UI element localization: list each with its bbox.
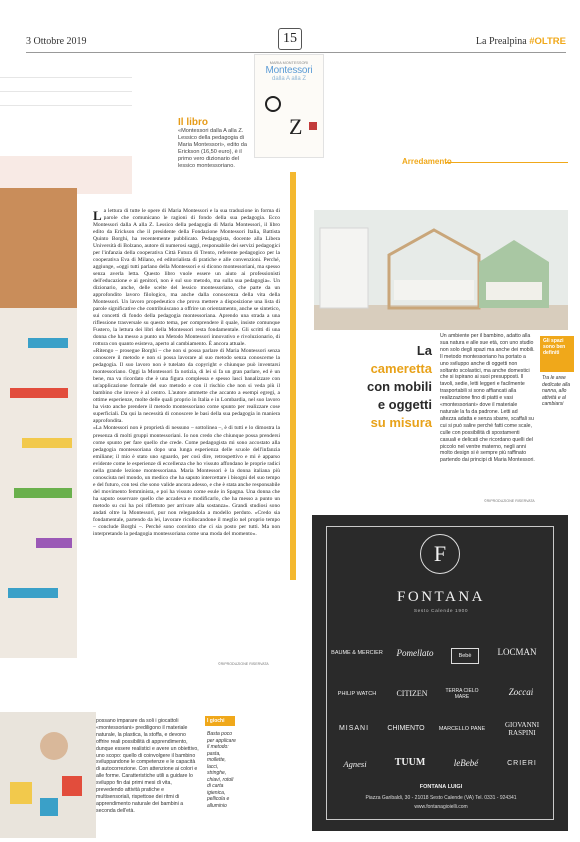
ad-brand-item: Zoccai <box>508 687 534 697</box>
cameretta-credit: ©RIPRODUZIONE RISERVATA <box>484 499 535 503</box>
section-rule <box>446 162 568 163</box>
article-dropcap: L <box>93 208 102 223</box>
ad-brand-item: GIOVANNI RASPINI <box>504 721 540 737</box>
ad-subtitle: Sesto Calende 1900 <box>413 609 469 614</box>
ad-brand-item: CHIMENTO <box>387 725 425 732</box>
ad-brand-item: MARCELLO PANE <box>438 726 486 732</box>
child-playing-photo <box>0 712 96 838</box>
ad-brand-item: MISANI <box>338 725 370 732</box>
headline-line: e oggetti <box>377 397 432 412</box>
book-author: MARIA MONTESSORI <box>269 61 309 65</box>
fontana-logo-icon: F <box>420 534 460 574</box>
article-paragraph: a lettura di tutte le opere di Maria Montessori e la sua traduzione in forma di parole che comunicano le ragioni di fondo della sua pedagogia. Ecco Montessori dalla A alla Z. Lessico della pedagogia di Maria Montessori, il libro edito da Erickson che il presidente della Fondazione Montessori Italia, Battista Quinto Borghi, ha recentemente pubblicato. Pedagogista, docente alla Libera Università di Bolzano, autore di numerosi saggi, responsabile dei servizi pedagogici per l'infanzia della cooperativa Città Futura di Trento, referente pedagogico per la cooperativa Eva di Milano, ed editorialista di pratiche e alle convenzioni. Perché, aggiunge, «oggi tutti parlano della Montessori e si dicono montessoriani, ma spesso senza averla letta. Questo libro vuole essere un aiuto ai professionisti dell'educazione e ai genitori, non è sul suo metodo, ma sulla sua pedagogia». Un dizionario, anche, delle scelte del lessico montessoriano, che parte da un approfondito lavoro filologico, ma anche dalla conoscenza della vita della Montessori. Un lavoro propedeutico che prova mettere a disposizione una lista di parole significative che contribuiscano a offrire un orientamento, anche se sintetico, sui concetti di fondo della pedagogia montessoriana. Aprendo una strada a una riflessione trasversale su questo tema, per comprendere il quale, insiste comunque Fustero, la lettura dei libri della Montessori resta fondamentale. Gli scritti di una donna che ha messo a punto un Metodo Montessori innovativo e rivoluzionario, di rottura con quanto esisteva, aperto al cambiamento. È ancora attuale. <box>93 208 280 348</box>
ad-brand-item: Bebè <box>451 648 479 664</box>
page-number: 15 <box>278 28 302 50</box>
main-article <box>93 208 280 538</box>
libro-heading: Il libro <box>178 117 208 128</box>
libro-caption: «Montessori dalla A alla Z. Lessico della pedagogia di Maria Montessori», edito da Erickson (16,50 euro), è il primo vero dizionario del lessico montessoriano. <box>178 128 248 169</box>
ad-brand: FONTANA <box>397 589 485 605</box>
section-label: Arredamento <box>402 157 452 166</box>
svg-text:Z: Z <box>289 114 303 139</box>
book-cover <box>254 54 324 158</box>
ad-brand-item: CRIERI <box>507 760 537 767</box>
supplement-name: #OLTRE <box>529 36 566 47</box>
book-letters-illustration <box>255 82 325 142</box>
cameretta-side-box: Gli spazi sono ben definiti <box>540 336 574 372</box>
ad-brand-item: Agnesi <box>343 759 367 769</box>
headline-line: su misura <box>370 415 432 430</box>
book-title: Montessori <box>265 65 313 76</box>
montessori-toys-photo <box>0 188 77 658</box>
headline-line: con mobili <box>367 379 432 394</box>
cameretta-headline <box>314 342 432 432</box>
cameretta-text: Un ambiente per il bambino, adatto alla sua natura e alle sue età, con uno studio non solo degli spazi ma anche dei mobili. Il metodo montessoriano ha portato a uno sviluppo anche di oggetti non soltanto scolastici, ma anche domestici che si ispirano ai suoi presupposti. Il tavoli, sedie, letti leggeri e facilmente trasportabili si sono affiancati alla realizzazione fino di piatti e vasi «montessoriani» dove il materiale naturale la fa da padrone. Letti ad altezza adatta e senza sbarre, scaffali su cui si può salire perché fatti come scale, culle con possibilità di spostamenti casuali e delicati che ricordano quelli del piccolo nel ventre materno, negli anni molto design si è sempre più raffinato partendo dai principi di Maria Montessori. <box>440 333 535 464</box>
ad-brand-item: leBebé <box>453 758 479 768</box>
header-rule <box>26 52 566 53</box>
book-subtitle: dalla A alla Z <box>271 76 307 82</box>
ad-store-name: FONTANA LUIGI <box>419 784 463 790</box>
top-left-panel <box>0 64 132 194</box>
giochi-side-text: Basta poco per applicare il metodo: pasta, mollette, lacci, stringhe, chiavi, rotoli di carta igienica, pellicola e alluminio <box>207 731 236 809</box>
ad-brand-item: TERRA CIELO MARE <box>445 688 479 700</box>
ad-store-website[interactable]: www.fontanagioielli.com <box>414 804 468 810</box>
headline-line: La <box>416 343 432 358</box>
fontana-advertisement[interactable] <box>312 515 568 831</box>
giochi-box: I giochi <box>205 716 235 726</box>
page-header <box>0 0 580 62</box>
page-date: 3 Ottobre 2019 <box>26 36 87 47</box>
article-paragraph: «Ritengo – prosegue Borghi – che non si possa parlare di Maria Montessori senza conoscere il metodo e non si possa lavorare al suo metodo senza conoscerne la pedagogia. Il suo lavoro non è tutelato da copyright e chiunque può inventarsi montessoriano. Oggi la Montessori fa notizia, di lei si fa un gran parlare, ed è un bene, ma va ricordato che è una figura complessa e spesso lasci banalizzare con un'applicazione formale del suo metodo e con il rischio che non si veda più il bambino che invece è al centro. L'autore ammette che accanto a esempi egregi, a ottime esperienze, molte delle quali proprio in Italia e in Lombardia, nel suo lavoro ha visto anche prendere il metodo montessoriano come spunto per realizzare cose superficiali. Da qui la necessità di conoscere le basi della sua pedagogia in maniera approfondita. <box>93 348 280 425</box>
masthead <box>476 36 566 47</box>
ad-brand-item: CITIZEN <box>396 689 428 698</box>
cameretta-side-text: Tra le aree dedicate alla nanna, allo attività e al cambiarsi <box>542 375 571 407</box>
ad-brand-item: TUUM <box>394 757 426 768</box>
giochi-text: possano imparare da soli i giocattoli «montessoriani» prediligono il materiale naturale, la plastica, la stoffa, e devono offrire reali possibilità di apprendimento, dunque essere realistici e avere un obiettivo, uno scopo: quello di coinvolgere il bambino sviluppandone le competenze e le capacità di autocorrezione. Con attenzione ai colori e alle forme. Caratteristiche utili a guidare lo sviluppo fin dai primi mesi di vita, prevedendo attività pratiche e multisensoriali, rispettose dei ritmi di apprendimento naturale dei bambini a seconda dell'età. <box>96 718 199 814</box>
bedroom-photo <box>314 210 568 330</box>
article-paragraph: «La Montessori non è proprietà di nessuno – sottolinea –, è di tutti e lo dimostra la presenza di molti gruppi montessoriani. Io non credo che chiunque possa prendersi come spunto per fare quello che crede. Come pedagogista mi sono accostato alla pedagogia montessoriana dopo una lunga esperienza delle scuole dell'infanzia emiliane; il mio è stato uno sguardo, per così dire, retrospettivo e mi è apparso evidente come le esperienze di eccellenza che ho vissuto affondano le proprie radici nella grande lezione montessoriana. Maria Montessori è la donna italiana più conosciuta nel mondo, un medico che ha saputo intercettare i bisogni del suo tempo e del futuro, con tesi che sono valide ancora adesso, e che è stata anche responsabile del movimento femminista, e poi ha vissuto come esule in Spagna. Una donna che ha saputo osservare quello che accadeva e modificarlo, che ha messo a punto un metodo su cui ha poi riflettuto per arrivare alla sostanza». Grandi studiosi sono andati oltre la Montessori, pur non relegandola a modello perduto. «Credo sia fondamentale, partendo da lei, lavorare ricollocandone il meglio nel proprio tempo – conclude Borghi –. Perché sono convinto che ci sia posto per tutti. Ma non interpretando la pedagogia montessoriana come una moda del momento». <box>93 425 280 537</box>
headline-line: cameretta <box>370 361 432 376</box>
masthead-name: La Prealpina <box>475 36 527 47</box>
accent-bar <box>290 172 296 580</box>
ad-brand-item: PHILIP WATCH <box>337 691 377 697</box>
article-credit: ©RIPRODUZIONE RISERVATA <box>218 662 269 666</box>
ad-brand-item: LOCMAN <box>497 647 537 657</box>
ad-brand-item: Pomellato <box>396 648 434 658</box>
ad-brand-item: BAUME & MERCIER <box>331 650 383 656</box>
ad-frame <box>326 526 554 820</box>
ad-store-address: Piazza Garibaldi, 30 - 21018 Sesto Calende (VA) Tel. 0331 - 924341 <box>365 795 517 801</box>
